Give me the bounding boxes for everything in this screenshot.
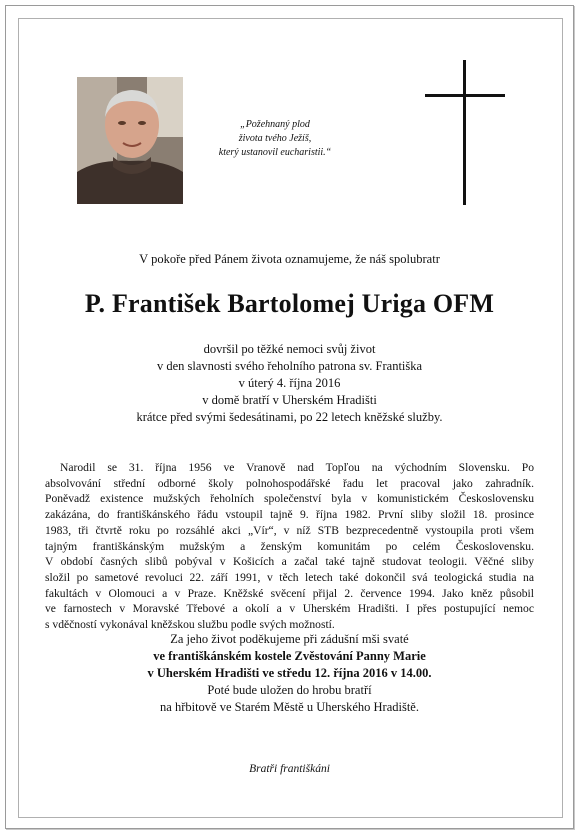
circumstance-line: v domě bratří v Uherském Hradišti [202, 393, 377, 407]
signature: Bratři františkáni [249, 763, 330, 775]
biography-line: absolvování střední odborné školy polnohospodářské řadu let pracoval jako zahradník. [45, 476, 534, 490]
funeral-date-time: v Uherském Hradišti ve středu 12. října 2016 v 14.00. [147, 666, 432, 680]
quote-line: který ustanovil eucharistii.“ [218, 147, 332, 158]
deceased-name: P. František Bartolomej Uriga OFM [84, 289, 495, 318]
quote-line: „Požehnaný plod [240, 119, 310, 130]
death-circumstances [0, 341, 579, 426]
funeral-cemetery: na hřbitově ve Starém Městě u Uherského Hradiště. [160, 700, 419, 714]
circumstance-line: v úterý 4. října 2016 [238, 376, 341, 390]
quote-line: života tvého Ježíš, [238, 133, 312, 144]
cross-vertical-bar [463, 60, 466, 205]
announcement-intro: V pokoře před Pánem života oznamujeme, že náš spolubratr [139, 252, 440, 266]
biography-line: s vděčností vykonával kněžskou službu podle svých možností. [45, 618, 335, 632]
portrait-illustration [77, 77, 183, 204]
biography-line: tajným františkánským mužským a ženským komunitám po celém Československu. [45, 539, 534, 553]
biography-line: 1983, tři čtvrtě roku po rozsáhlé akci „Vír“, v níž STB bezprecedentně vystoupila proti všem [45, 523, 534, 537]
circumstance-line: dovršil po těžké nemoci svůj život [203, 342, 376, 356]
biography-line: zakázána, do františkánského řádu vstoupil tajně 9. října 1982. První sliby složil 18. prosince [45, 508, 534, 522]
funeral-church: ve františkánském kostele Zvěstování Panny Marie [153, 649, 426, 663]
biography-line: V období časných slibů pobýval v Košicích a začal také tajně studovat teologii. Věčné sliby [45, 555, 534, 569]
portrait-photo [77, 77, 183, 204]
circumstance-line: v den slavnosti svého řeholního patrona sv. Františka [156, 359, 423, 373]
circumstance-line: krátce před svými šedesátinami, po 22 letech kněžské služby. [136, 410, 443, 424]
biography [45, 460, 534, 633]
funeral-line: Poté bude uložen do hrobu bratří [207, 683, 372, 697]
funeral-line: Za jeho život poděkujeme při zádušní mši svaté [170, 632, 409, 646]
biography-line: Poněvadž existence mužských řeholních společenství byla v komunistickém Československu [45, 492, 534, 506]
latin-cross-icon [425, 60, 505, 205]
quote [200, 118, 350, 160]
biography-line: Narodil se 31. října 1956 ve Vranově nad Topľou na východním Slovensku. Po [60, 461, 534, 474]
biography-line: ve farnostech v Moravské Třebové a okolí a v Uherském Hradišti. I přes postupující nemoc [45, 602, 534, 616]
biography-line: složil po sametové revoluci 22. září 1991, v těch letech také dokončil svá teologická studia na [45, 570, 534, 584]
biography-line: fakultách v Olomouci a v Praze. Kněžské svěcení přijal 2. července 1994. Jako kněz působil [45, 586, 534, 600]
funeral-details [0, 631, 579, 716]
cross-horizontal-bar [425, 94, 505, 97]
